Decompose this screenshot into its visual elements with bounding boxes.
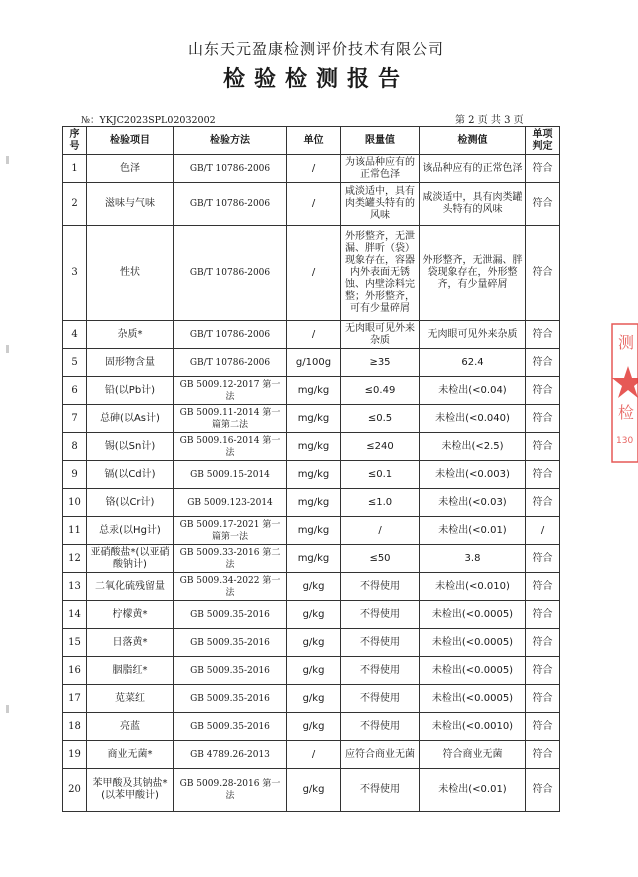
header-conclusion: 单项判定 bbox=[526, 127, 560, 155]
cell-result: 外形整齐，无泄漏、胖袋现象存在，外形整齐，有少量碎屑 bbox=[420, 226, 526, 321]
cell-method: GB 5009.11-2014 第一篇第二法 bbox=[174, 405, 287, 433]
header-limit: 限量值 bbox=[341, 127, 420, 155]
cell-item: 商业无菌* bbox=[87, 741, 174, 769]
cell-limit: 不得使用 bbox=[341, 685, 420, 713]
cell-item: 铬(以Cr计) bbox=[87, 489, 174, 517]
cell-method: GB 5009.34-2022 第一法 bbox=[174, 573, 287, 601]
table-row bbox=[63, 226, 560, 321]
cell-item: 固形物含量 bbox=[87, 349, 174, 377]
cell-seq: 18 bbox=[63, 713, 87, 741]
cell-conclusion: 符合 bbox=[526, 713, 560, 741]
cell-conclusion: 符合 bbox=[526, 183, 560, 226]
table-row bbox=[63, 601, 560, 629]
cell-result: 未检出(<0.003) bbox=[420, 461, 526, 489]
cell-limit: 不得使用 bbox=[341, 573, 420, 601]
cell-unit: mg/kg bbox=[287, 489, 341, 517]
cell-unit: mg/kg bbox=[287, 377, 341, 405]
cell-limit: 无肉眼可见外来杂质 bbox=[341, 321, 420, 349]
cell-seq: 3 bbox=[63, 226, 87, 321]
cell-conclusion: 符合 bbox=[526, 601, 560, 629]
cell-result: 未检出(<0.040) bbox=[420, 405, 526, 433]
cell-seq: 1 bbox=[63, 155, 87, 183]
table-row bbox=[63, 377, 560, 405]
cell-conclusion: 符合 bbox=[526, 489, 560, 517]
test-results-table bbox=[62, 126, 560, 812]
cell-item: 锡(以Sn计) bbox=[87, 433, 174, 461]
cell-seq: 5 bbox=[63, 349, 87, 377]
cell-method: GB 5009.35-2016 bbox=[174, 601, 287, 629]
cell-result: 无肉眼可见外来杂质 bbox=[420, 321, 526, 349]
cell-seq: 13 bbox=[63, 573, 87, 601]
cell-limit: ≤0.1 bbox=[341, 461, 420, 489]
cell-result: 未检出(<0.03) bbox=[420, 489, 526, 517]
svg-text:测: 测 bbox=[618, 333, 635, 352]
cell-unit: mg/kg bbox=[287, 405, 341, 433]
cell-result: 未检出(<0.0005) bbox=[420, 601, 526, 629]
cell-conclusion: 符合 bbox=[526, 377, 560, 405]
company-name: 山东天元盈康检测评价技术有限公司 bbox=[187, 40, 444, 58]
cell-unit: g/kg bbox=[287, 685, 341, 713]
cell-method: GB 5009.12-2017 第一法 bbox=[174, 377, 287, 405]
cell-result: 3.8 bbox=[420, 545, 526, 573]
cell-seq: 2 bbox=[63, 183, 87, 226]
cell-conclusion: 符合 bbox=[526, 321, 560, 349]
cell-result: 未检出(<0.04) bbox=[420, 377, 526, 405]
cell-limit: ≤50 bbox=[341, 545, 420, 573]
page-indicator: 第 2 页 共 3 页 bbox=[455, 115, 524, 126]
cell-seq: 17 bbox=[63, 685, 87, 713]
svg-text:检: 检 bbox=[618, 403, 635, 422]
cell-unit: mg/kg bbox=[287, 433, 341, 461]
table-row bbox=[63, 321, 560, 349]
cell-method: GB 5009.35-2016 bbox=[174, 657, 287, 685]
cell-result: 未检出(<0.010) bbox=[420, 573, 526, 601]
cell-conclusion: 符合 bbox=[526, 573, 560, 601]
svg-text:130: 130 bbox=[616, 436, 634, 446]
cell-item: 胭脂红* bbox=[87, 657, 174, 685]
cell-seq: 16 bbox=[63, 657, 87, 685]
cell-limit: / bbox=[341, 517, 420, 545]
cell-method: GB 5009.123-2014 bbox=[174, 489, 287, 517]
table-row bbox=[63, 433, 560, 461]
scan-margin-mark bbox=[6, 345, 9, 353]
cell-seq: 9 bbox=[63, 461, 87, 489]
table-row bbox=[63, 741, 560, 769]
cell-conclusion: 符合 bbox=[526, 629, 560, 657]
cell-item: 总砷(以As计) bbox=[87, 405, 174, 433]
cell-method: GB 5009.35-2016 bbox=[174, 629, 287, 657]
cell-limit: 咸淡适中，具有肉类罐头特有的风味 bbox=[341, 183, 420, 226]
cell-method: GB 5009.28-2016 第一法 bbox=[174, 769, 287, 812]
cell-item: 色泽 bbox=[87, 155, 174, 183]
cell-conclusion: 符合 bbox=[526, 433, 560, 461]
cell-limit: 不得使用 bbox=[341, 601, 420, 629]
cell-limit: ≤240 bbox=[341, 433, 420, 461]
cell-limit: ≤0.49 bbox=[341, 377, 420, 405]
cell-conclusion: 符合 bbox=[526, 226, 560, 321]
cell-result: 未检出(<2.5) bbox=[420, 433, 526, 461]
table-row bbox=[63, 657, 560, 685]
cell-method: GB 5009.35-2016 bbox=[174, 713, 287, 741]
cell-method: GB 5009.33-2016 第二法 bbox=[174, 545, 287, 573]
cell-method: GB 5009.16-2014 第一法 bbox=[174, 433, 287, 461]
cell-item: 日落黄* bbox=[87, 629, 174, 657]
cell-method: GB 5009.35-2016 bbox=[174, 685, 287, 713]
cell-item: 亚硝酸盐*(以亚硝酸钠计) bbox=[87, 545, 174, 573]
cell-unit: / bbox=[287, 183, 341, 226]
cell-unit: mg/kg bbox=[287, 545, 341, 573]
cell-conclusion: 符合 bbox=[526, 741, 560, 769]
cell-method: GB/T 10786-2006 bbox=[174, 183, 287, 226]
cell-result: 未检出(<0.01) bbox=[420, 517, 526, 545]
table-row bbox=[63, 713, 560, 741]
scan-margin-mark bbox=[6, 156, 9, 164]
cell-result: 未检出(<0.0005) bbox=[420, 685, 526, 713]
cell-result: 62.4 bbox=[420, 349, 526, 377]
cell-seq: 4 bbox=[63, 321, 87, 349]
table-row bbox=[63, 461, 560, 489]
cell-result: 未检出(<0.0005) bbox=[420, 657, 526, 685]
header-unit: 单位 bbox=[287, 127, 341, 155]
cell-limit: ≤1.0 bbox=[341, 489, 420, 517]
cell-result: 未检出(<0.01) bbox=[420, 769, 526, 812]
table-row bbox=[63, 573, 560, 601]
cell-limit: 不得使用 bbox=[341, 769, 420, 812]
cell-limit: ≥35 bbox=[341, 349, 420, 377]
cell-limit: 不得使用 bbox=[341, 629, 420, 657]
cell-item: 性状 bbox=[87, 226, 174, 321]
header-seq: 序号 bbox=[63, 127, 87, 155]
report-number: №：YKJC2023SPL02032002 bbox=[81, 115, 216, 126]
table-row bbox=[63, 685, 560, 713]
cell-unit: g/100g bbox=[287, 349, 341, 377]
table-row bbox=[63, 517, 560, 545]
table-row bbox=[63, 769, 560, 812]
cell-seq: 14 bbox=[63, 601, 87, 629]
cell-unit: / bbox=[287, 226, 341, 321]
table-row bbox=[63, 629, 560, 657]
cell-item: 镉(以Cd计) bbox=[87, 461, 174, 489]
cell-item: 杂质* bbox=[87, 321, 174, 349]
cell-item: 二氧化硫残留量 bbox=[87, 573, 174, 601]
cell-conclusion: 符合 bbox=[526, 545, 560, 573]
cell-result: 符合商业无菌 bbox=[420, 741, 526, 769]
cell-item: 苋菜红 bbox=[87, 685, 174, 713]
cell-method: GB/T 10786-2006 bbox=[174, 155, 287, 183]
cell-conclusion: 符合 bbox=[526, 405, 560, 433]
scan-margin-mark bbox=[6, 705, 9, 713]
cell-seq: 12 bbox=[63, 545, 87, 573]
table-row bbox=[63, 155, 560, 183]
cell-unit: g/kg bbox=[287, 629, 341, 657]
cell-item: 苯甲酸及其钠盐*(以苯甲酸计) bbox=[87, 769, 174, 812]
cell-limit: 应符合商业无菌 bbox=[341, 741, 420, 769]
cell-seq: 8 bbox=[63, 433, 87, 461]
cell-method: GB/T 10786-2006 bbox=[174, 226, 287, 321]
cell-item: 柠檬黄* bbox=[87, 601, 174, 629]
cell-limit: 外形整齐，无泄漏、胖听（袋）现象存在，容器内外表面无锈蚀、内壁涂料完整；外形整齐，可有少量碎屑 bbox=[341, 226, 420, 321]
cell-item: 亮蓝 bbox=[87, 713, 174, 741]
cell-method: GB/T 10786-2006 bbox=[174, 349, 287, 377]
cell-result: 未检出(<0.0005) bbox=[420, 629, 526, 657]
cell-seq: 10 bbox=[63, 489, 87, 517]
cell-seq: 19 bbox=[63, 741, 87, 769]
table-row bbox=[63, 545, 560, 573]
cell-conclusion: 符合 bbox=[526, 461, 560, 489]
cell-unit: mg/kg bbox=[287, 517, 341, 545]
cell-item: 滋味与气味 bbox=[87, 183, 174, 226]
cell-method: GB 5009.17-2021 第一篇第一法 bbox=[174, 517, 287, 545]
cell-conclusion: 符合 bbox=[526, 349, 560, 377]
red-seal-stamp bbox=[608, 318, 638, 468]
table-row bbox=[63, 183, 560, 226]
cell-unit: g/kg bbox=[287, 601, 341, 629]
cell-unit: / bbox=[287, 321, 341, 349]
cell-limit: ≤0.5 bbox=[341, 405, 420, 433]
cell-unit: g/kg bbox=[287, 713, 341, 741]
cell-limit: 为该品种应有的正常色泽 bbox=[341, 155, 420, 183]
cell-conclusion: 符合 bbox=[526, 685, 560, 713]
cell-item: 铅(以Pb计) bbox=[87, 377, 174, 405]
cell-seq: 11 bbox=[63, 517, 87, 545]
cell-method: GB 5009.15-2014 bbox=[174, 461, 287, 489]
cell-unit: g/kg bbox=[287, 573, 341, 601]
cell-unit: / bbox=[287, 155, 341, 183]
cell-conclusion: 符合 bbox=[526, 769, 560, 812]
table-row bbox=[63, 489, 560, 517]
cell-method: GB 4789.26-2013 bbox=[174, 741, 287, 769]
cell-conclusion: 符合 bbox=[526, 657, 560, 685]
cell-result: 咸淡适中，具有肉类罐头特有的风味 bbox=[420, 183, 526, 226]
cell-unit: mg/kg bbox=[287, 461, 341, 489]
cell-seq: 7 bbox=[63, 405, 87, 433]
table-row bbox=[63, 405, 560, 433]
cell-seq: 6 bbox=[63, 377, 87, 405]
cell-limit: 不得使用 bbox=[341, 657, 420, 685]
report-title: 检验检测报告 bbox=[222, 67, 409, 92]
cell-result: 未检出(<0.0010) bbox=[420, 713, 526, 741]
cell-method: GB/T 10786-2006 bbox=[174, 321, 287, 349]
cell-result: 该品种应有的正常色泽 bbox=[420, 155, 526, 183]
header-method: 检验方法 bbox=[174, 127, 287, 155]
header-item: 检验项目 bbox=[87, 127, 174, 155]
cell-item: 总汞(以Hg计) bbox=[87, 517, 174, 545]
cell-limit: 不得使用 bbox=[341, 713, 420, 741]
table-row bbox=[63, 349, 560, 377]
cell-conclusion: 符合 bbox=[526, 155, 560, 183]
table-header-row bbox=[63, 127, 560, 155]
cell-seq: 20 bbox=[63, 769, 87, 812]
cell-unit: / bbox=[287, 741, 341, 769]
header-result: 检测值 bbox=[420, 127, 526, 155]
cell-seq: 15 bbox=[63, 629, 87, 657]
cell-conclusion: / bbox=[526, 517, 560, 545]
cell-unit: g/kg bbox=[287, 657, 341, 685]
cell-unit: g/kg bbox=[287, 769, 341, 812]
